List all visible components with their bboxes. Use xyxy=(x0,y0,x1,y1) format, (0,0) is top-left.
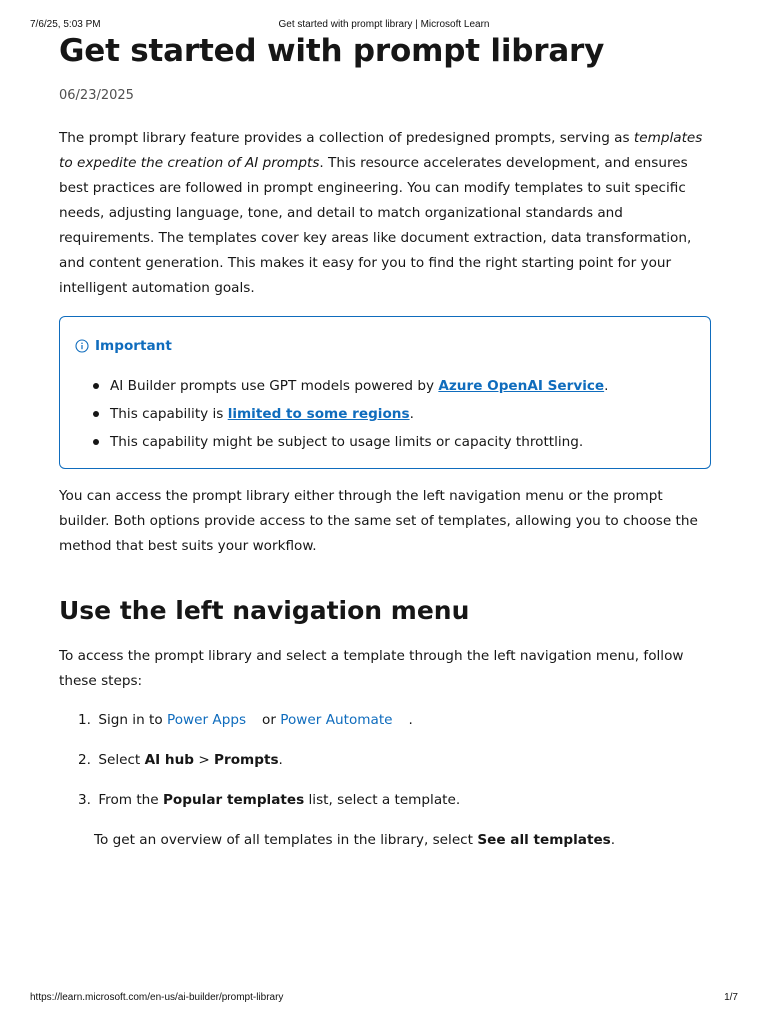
article xyxy=(59,30,711,850)
power-automate-link[interactable]: Power Automate xyxy=(280,712,393,728)
callout-title: Important xyxy=(95,338,172,354)
ai-hub-label: AI hub xyxy=(144,752,194,768)
step-text: . xyxy=(278,752,283,768)
item-text: AI Builder prompts use GPT models powered by xyxy=(110,378,439,394)
intro-paragraph xyxy=(59,126,711,301)
step-text: Select xyxy=(98,752,145,768)
intro-text-1: The prompt library feature provides a collection of predesigned prompts, serving as xyxy=(59,130,634,146)
step-text: Sign in to xyxy=(98,712,167,728)
print-page-title: Get started with prompt library | Microsoft Learn xyxy=(278,19,490,30)
info-icon xyxy=(75,339,89,353)
step-number: 2. xyxy=(78,752,91,768)
important-list xyxy=(90,372,694,456)
step-item xyxy=(78,710,711,730)
page-count: 1/7 xyxy=(724,992,738,1003)
step-item xyxy=(78,750,711,770)
callout-header xyxy=(75,336,694,356)
step-text: > xyxy=(194,752,215,768)
section-heading: Use the left navigation menu xyxy=(59,596,470,625)
item-text: This capability is xyxy=(110,406,228,422)
item-after: . xyxy=(604,378,609,394)
item-after: . xyxy=(409,406,414,422)
step-number: 3. xyxy=(78,792,91,808)
print-footer xyxy=(30,992,738,1006)
important-item xyxy=(90,372,694,400)
print-datetime: 7/6/25, 5:03 PM xyxy=(30,19,101,30)
page-title: Get started with prompt library xyxy=(59,33,605,69)
step-text: list, select a template. xyxy=(304,792,461,808)
important-item xyxy=(90,428,694,456)
steps-intro: To access the prompt library and select a template through the left navigation menu, follow these steps: xyxy=(59,648,684,689)
steps-list xyxy=(78,710,711,810)
prompts-label: Prompts xyxy=(214,752,279,768)
important-item xyxy=(90,400,694,428)
step-text: From the xyxy=(98,792,163,808)
see-all-templates-label: See all templates xyxy=(477,832,611,848)
step-number: 1. xyxy=(78,712,91,728)
important-callout xyxy=(59,316,711,469)
intro-text-2: . This resource accelerates development, and ensures best practices are followed in prompt engineering. You can modify templates to suit specific needs, adjusting language, tone, and detail to match organizational standards and requirements. The templates cover key areas like document extraction, data transformation, and content generation. This makes it easy for you to find the right starting point for your intelligent automation goals. xyxy=(59,155,692,296)
popular-templates-label: Popular templates xyxy=(162,792,305,808)
step-note xyxy=(94,830,711,850)
item-text: This capability might be subject to usage limits or capacity throttling. xyxy=(110,434,584,450)
page-url: https://learn.microsoft.com/en-us/ai-builder/prompt-library xyxy=(30,992,284,1003)
note-text: . xyxy=(610,832,616,848)
power-apps-link[interactable]: Power Apps xyxy=(166,712,247,728)
access-paragraph: You can access the prompt library either through the left navigation menu or the prompt builder. Both options provide access to the same set of templates, allowing you to choose the method that best suits your workflow. xyxy=(59,488,698,554)
regions-link[interactable]: limited to some regions xyxy=(227,406,410,422)
step-text: or xyxy=(262,712,281,728)
article-date: 06/23/2025 xyxy=(59,88,134,103)
intro-emphasis: templates to expedite the creation of AI prompts xyxy=(59,130,703,171)
step-item xyxy=(78,790,711,810)
note-text: To get an overview of all templates in the library, select xyxy=(94,832,478,848)
step-text: . xyxy=(408,712,413,728)
azure-openai-link[interactable]: Azure OpenAI Service xyxy=(438,378,605,394)
